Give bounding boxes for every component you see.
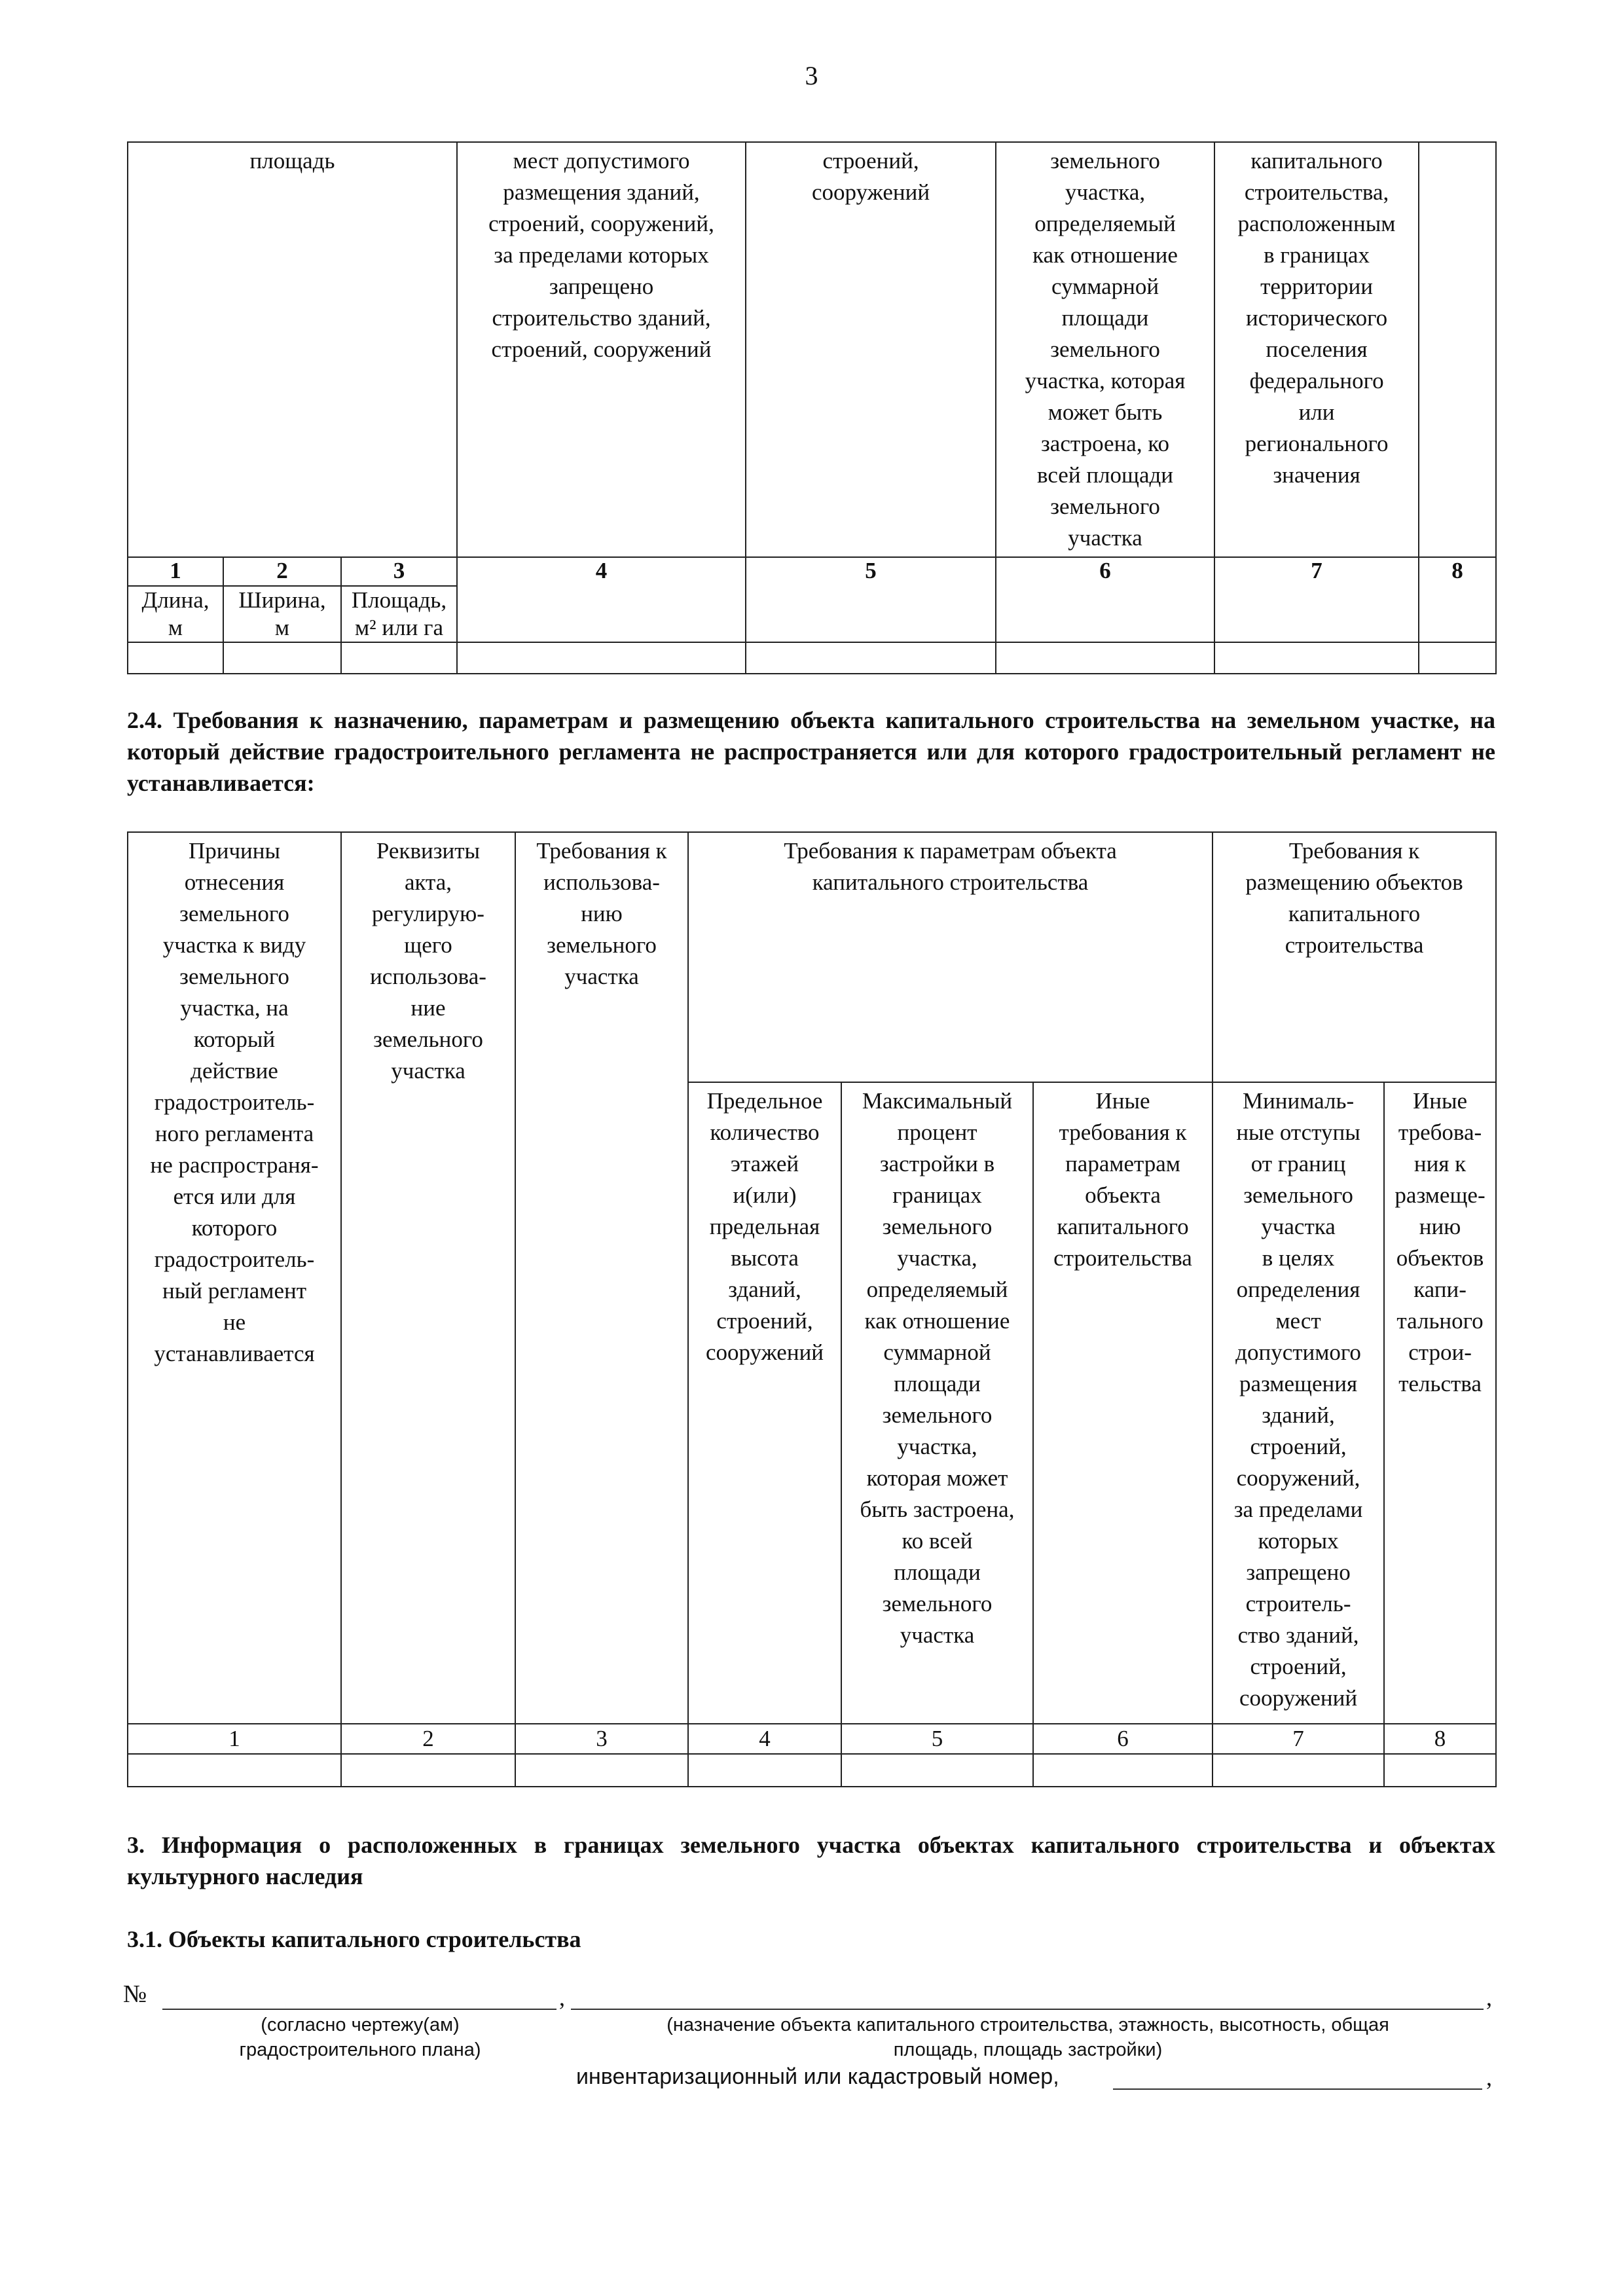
header-max-building-percent: Максимальный процент застройки в границах земельного участка, определяемый как отношение суммарной площади земельного участка, которая может быть застроена, ко всей площади земельного участка [841, 1082, 1033, 1724]
header-parameter-requirements: Требования к параметрам объекта капитального строительства [688, 832, 1213, 1082]
header-min-setbacks: Минималь- ные отступы от границ земельного участка в целях определения мест допустимого размещения зданий, строений, сооружений, за пределами которых запрещено строитель- ство зданий, строений, сооружений [1213, 1082, 1384, 1724]
table-requirements [127, 831, 1497, 1787]
caption-purpose: (назначение объекта капитального строительства, этажность, высотность, общая площадь, площадь застройки) [666, 2014, 1389, 2060]
caption-drawing: (согласно чертежу(ам) градостроительного плана) [239, 2014, 481, 2060]
column-number: 8 [1419, 557, 1496, 642]
header-col-7: капитального строительства, расположенным в границах территории исторического поселения федерального или регионального значения [1214, 142, 1419, 557]
header-placement-requirements: Требования к размещению объектов капитального строительства [1213, 832, 1496, 1082]
column-number: 6 [1033, 1724, 1213, 1754]
page-number: 3 [805, 61, 818, 90]
column-number: 3 [515, 1724, 688, 1754]
column-number: 1 [128, 557, 223, 586]
section-3-heading: 3. Информация о расположенных в границах земельного участка объектах капитального строительства и объектах культурного наследия [127, 1832, 1495, 1889]
header-col-6: земельного участка, определяемый как отношение суммарной площади земельного участка, которая может быть застроена, ко всей площади земельного участка [996, 142, 1214, 557]
inventory-number-field[interactable] [1113, 2062, 1482, 2090]
inventory-label: инвентаризационный или кадастровый номер, [576, 2064, 1059, 2089]
comma: , [1486, 1984, 1492, 2011]
section-3-1-heading: 3.1. Объекты капитального строительства [127, 1926, 581, 1952]
header-other-parameters: Иные требования к параметрам объекта капитального строительства [1033, 1082, 1213, 1724]
comma: , [1486, 2064, 1492, 2090]
column-number: 2 [341, 1724, 515, 1754]
column-number: 4 [457, 557, 746, 642]
header-col-4: мест допустимого размещения зданий, строений, сооружений, за пределами которых запрещено строительство зданий, строений, сооружений [457, 142, 746, 557]
column-number: 5 [841, 1724, 1033, 1754]
header-other-placement: Иные требова- ния к размеще- нию объектов капи- тального строи- тельства [1384, 1082, 1496, 1724]
column-number: 1 [128, 1724, 341, 1754]
header-col-5: строений, сооружений [746, 142, 996, 557]
column-number: 7 [1214, 557, 1419, 642]
column-number: 4 [688, 1724, 841, 1754]
subheader-area: Площадь, м² или га [341, 586, 457, 642]
table-row [128, 1754, 1496, 1787]
header-area: площадь [128, 142, 457, 557]
number-sign: № [123, 1980, 147, 2008]
table-continuation [127, 141, 1497, 674]
header-floors-height: Предельное количество этажей и(или) предельная высота зданий, строений, сооружений [688, 1082, 841, 1724]
column-number: 3 [341, 557, 457, 586]
table-row [128, 642, 1496, 674]
header-reasons: Причины отнесения земельного участка к виду земельного участка, на который действие градостроитель- ного регламента не распространя- ется или для которого градостроитель- ный регламент не устанавливается [128, 832, 341, 1724]
column-number: 2 [223, 557, 341, 586]
section-2-4-heading: 2.4. Требования к назначению, параметрам и размещению объекта капитального строительства на земельном участке, на который действие градостроительного регламента не распространяется или для которого градостроительный регламент не устанавливается: [127, 707, 1495, 796]
subheader-length: Длина, м [128, 586, 223, 642]
column-number: 5 [746, 557, 996, 642]
column-number: 8 [1384, 1724, 1496, 1754]
header-act-details: Реквизиты акта, регулирую- щего использова- ние земельного участка [341, 832, 515, 1724]
column-number: 6 [996, 557, 1214, 642]
header-land-use-requirements: Требования к использова- нию земельного участка [515, 832, 688, 1724]
header-col-8 [1419, 142, 1496, 557]
column-number: 7 [1213, 1724, 1384, 1754]
drawing-number-field[interactable] [162, 1980, 556, 2010]
comma: , [559, 1984, 565, 2011]
subheader-width: Ширина, м [223, 586, 341, 642]
object-purpose-field[interactable] [571, 1980, 1484, 2010]
